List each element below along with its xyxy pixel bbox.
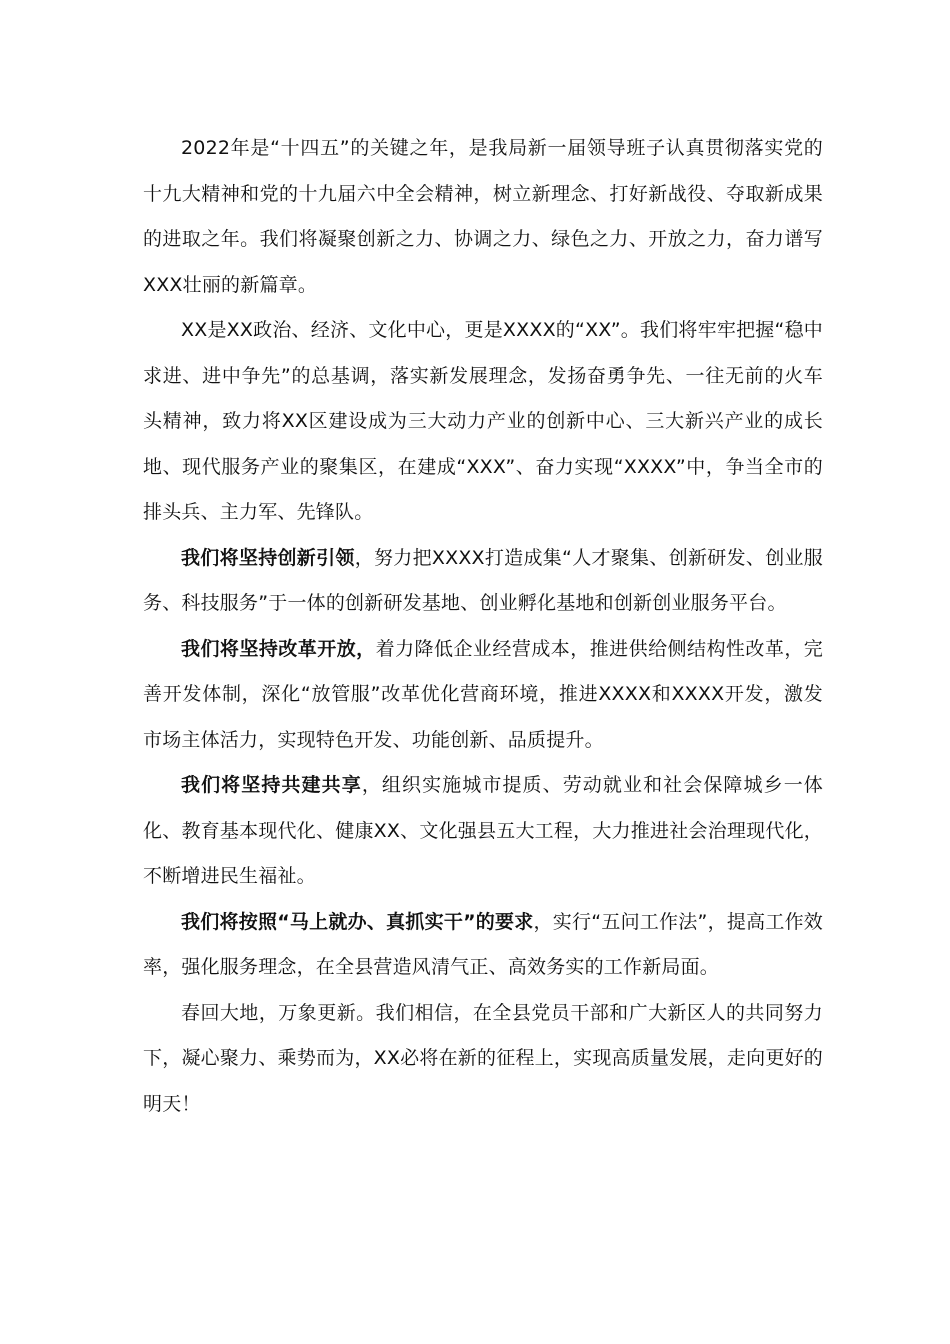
paragraph-reform [143, 627, 823, 764]
paragraph-text: 着力降低企业经营成本，推进供给侧结构性改革，完善开发体制，深化“放管服”改革优化营商环境，推进XXXX和XXXX开发，激发市场主体活力，实现特色开发、功能创新、品质提升。 [143, 637, 823, 751]
paragraph-text: 2022年是“十四五”的关键之年，是我局新一届领导班子认真贯彻落实党的十九大精神和党的十九届六中全会精神，树立新理念、打好新战役、夺取新成果的进取之年。我们将凝聚创新之力、协调之力、绿色之力、开放之力，奋力谱写XXX壮丽的新篇章。 [143, 137, 823, 296]
document-body [143, 126, 823, 1127]
paragraph-intro [143, 126, 823, 308]
paragraph-lead: 我们将坚持共建共享 [181, 774, 362, 796]
paragraph-district [143, 308, 823, 536]
paragraph-lead: 我们将坚持改革开放， [181, 637, 376, 660]
paragraph-lead: 我们将坚持创新引领 [181, 546, 355, 569]
paragraph-text: ，努力把XXXX打造成集“人才聚集、创新研发、创业服务、科技服务”于一体的创新研发基地、创业孵化基地和创新创业服务平台。 [143, 546, 823, 614]
paragraph-text: XX是XX政治、经济、文化中心，更是XXXX的“XX”。我们将牢牢把握“稳中求进、进中争先”的总基调，落实新发展理念，发扬奋勇争先、一往无前的火车头精神，致力将XX区建设成为三大动力产业的创新中心、三大新兴产业的成长地、现代服务产业的聚集区，在建成“XXX”、奋力实现“XXXX”中，争当全市的排头兵、主力军、先锋队。 [143, 319, 823, 523]
paragraph-lead: 我们将按照“马上就办、真抓实干”的要求 [181, 910, 534, 933]
paragraph-text: ，实行“五问工作法”，提高工作效率，强化服务理念，在全县营造风清气正、高效务实的工作新局面。 [143, 910, 824, 978]
paragraph-text: 春回大地，万象更新。我们相信，在全县党员干部和广大新区人的共同努力下，凝心聚力、乘势而为，XX必将在新的征程上，实现高质量发展，走向更好的明天！ [143, 1001, 823, 1115]
paragraph-text: ，组织实施城市提质、劳动就业和社会保障城乡一体化、教育基本现代化、健康XX、文化强县五大工程，大力推进社会治理现代化，不断增进民生福祉。 [143, 774, 823, 887]
paragraph-action [143, 900, 823, 991]
paragraph-sharing [143, 763, 823, 900]
paragraph-closing [143, 991, 823, 1128]
paragraph-innovation [143, 536, 823, 627]
